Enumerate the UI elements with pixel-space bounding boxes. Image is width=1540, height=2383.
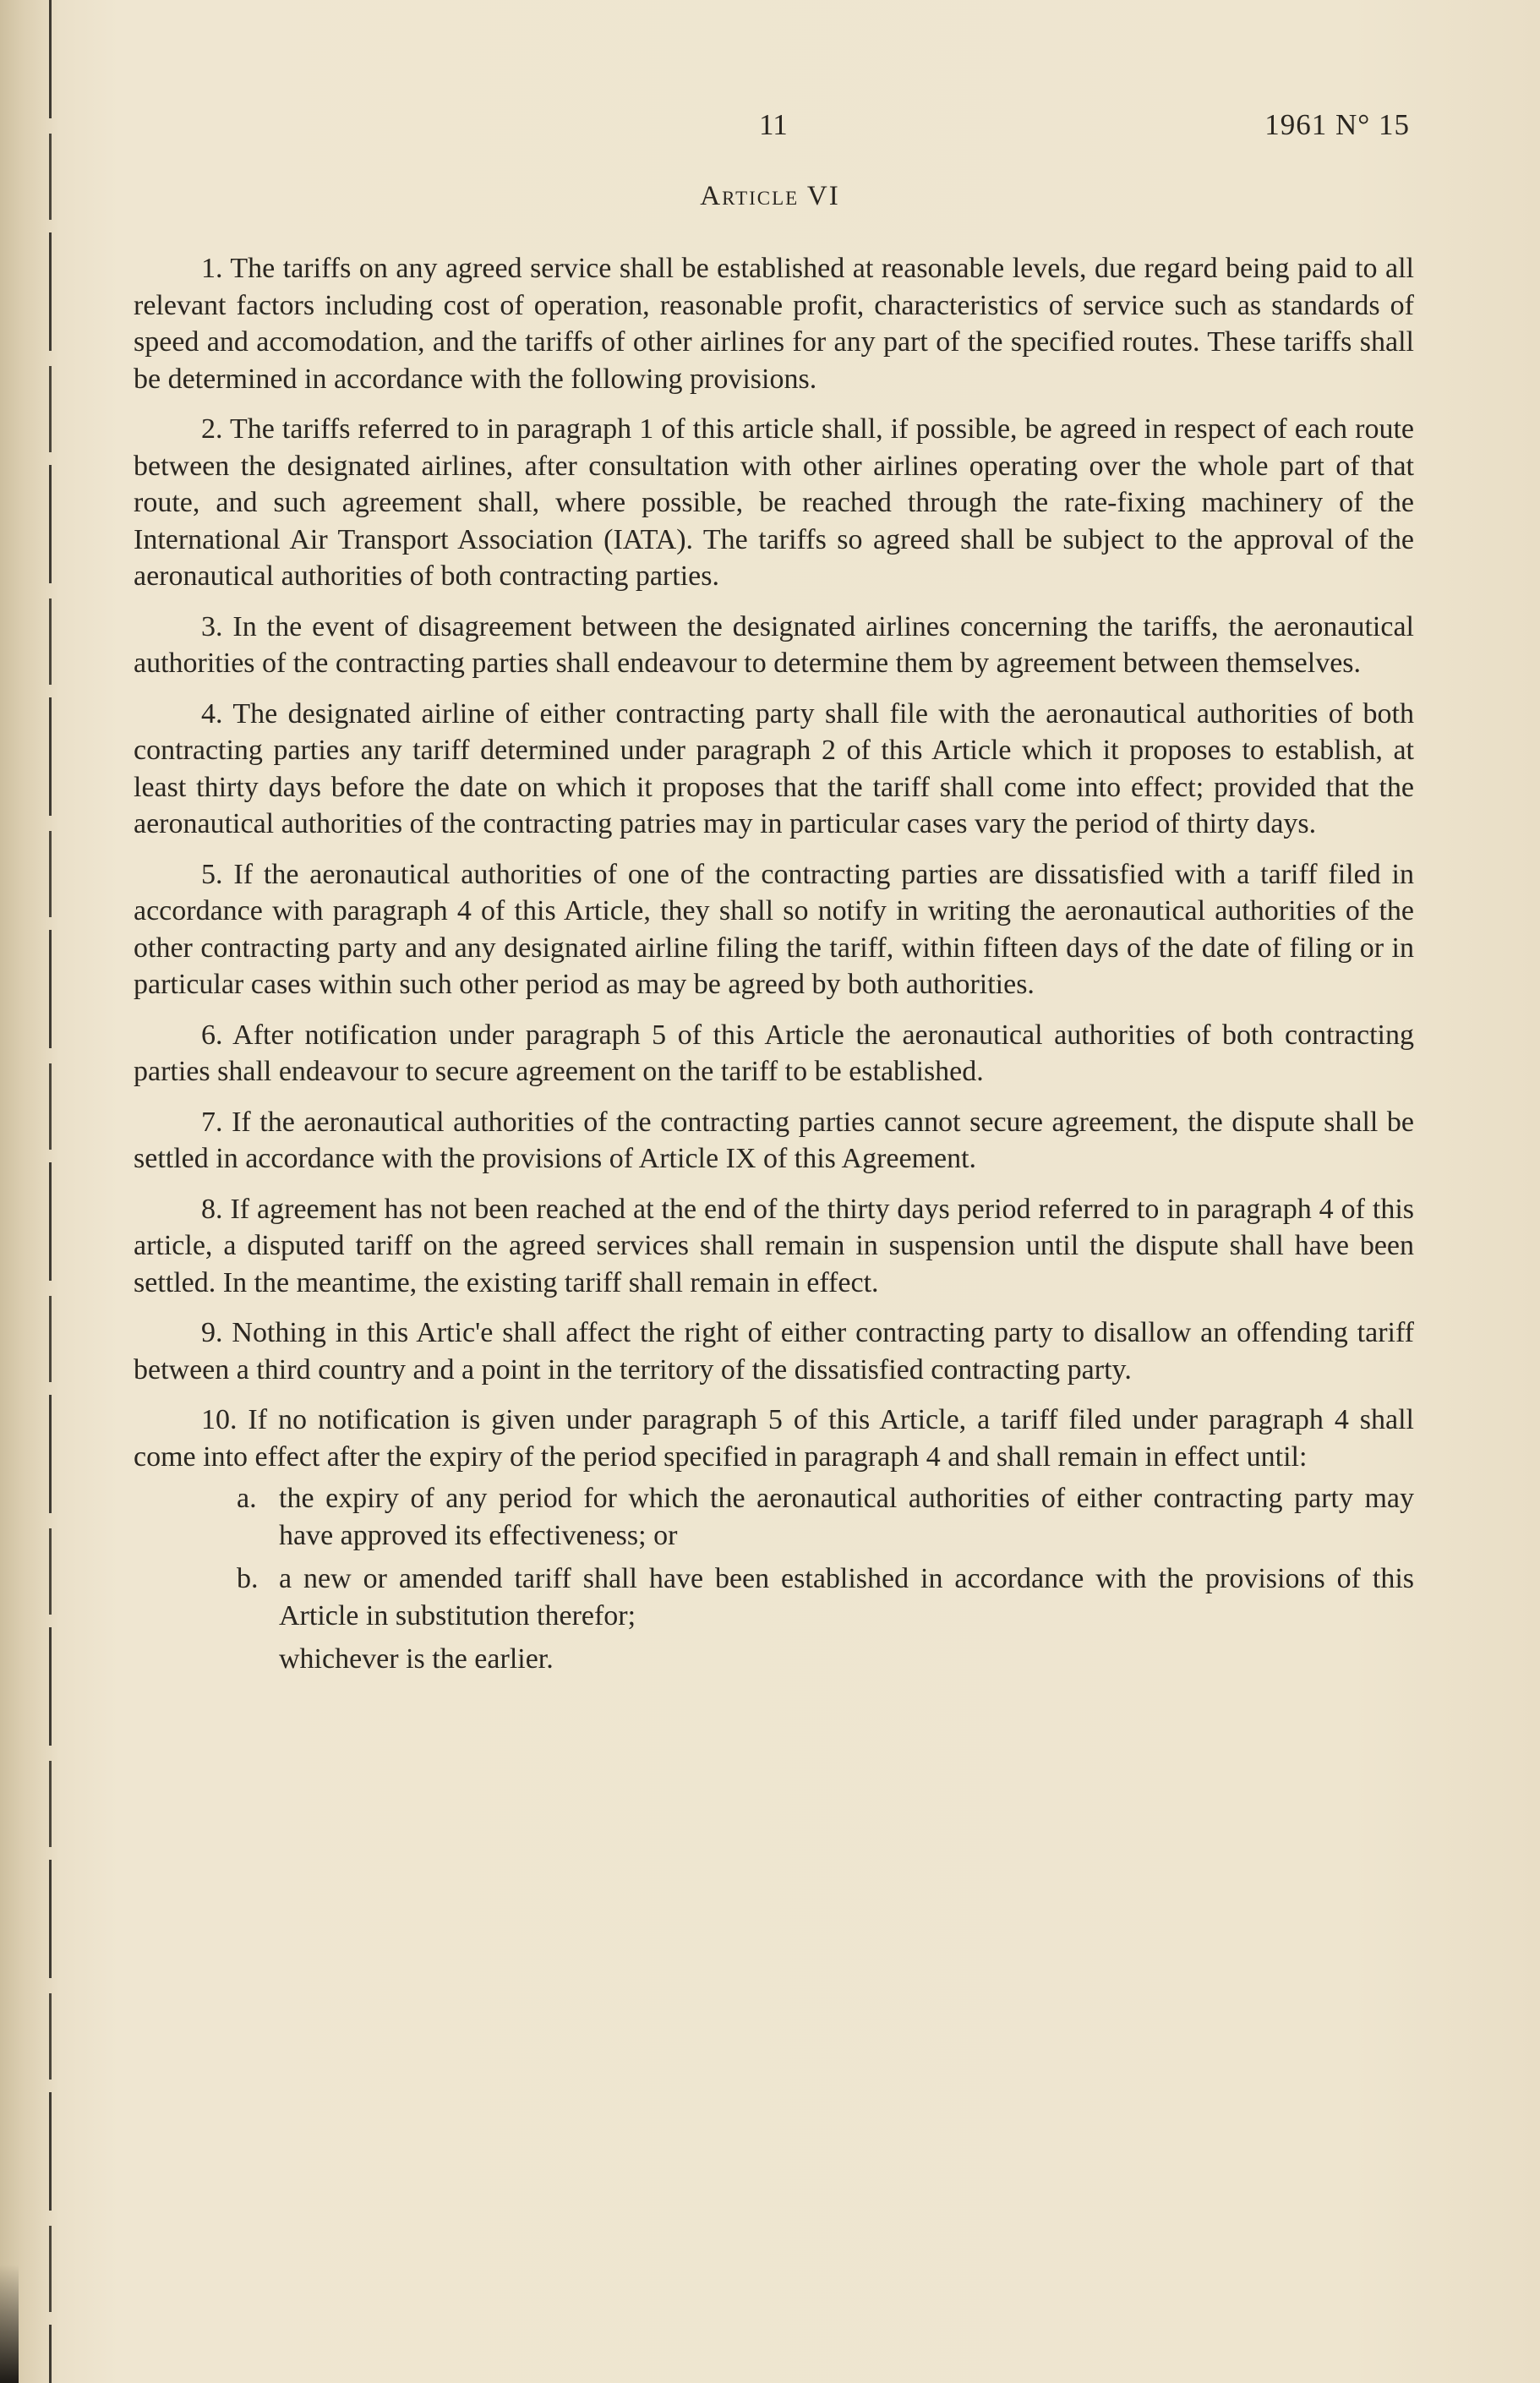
binding-corner-mark [0, 2265, 19, 2383]
document-reference: 1961 N° 15 [1264, 108, 1410, 141]
paragraph-10: 10. If no notification is given under paragraph 5 of this Article, a tariff filed under paragraph 4 shall come into effect after the expiry of the period specified in paragraph 4 and shall remain in effect until: [134, 1404, 1414, 1473]
paragraph-1: 1. The tariffs on any agreed service shall be established at reasonable levels, due regard being paid to all relevant factors including cost of operation, reasonable profit, characteristics of service such as standards of speed and accomodation, and the tariffs of other airlines for any part of the specified routes. These tariffs shall be determined in accordance with the following provisions. [134, 253, 1414, 395]
paragraph-5: 5. If the aeronautical authorities of one of the contracting parties are dissatisfied with a tariff filed in accordance with paragraph 4 of this Article, they shall so notify in writing the aeronautical authorities of the other contracting party and any designated airline filing the tariff, within fifteen days of the date of filing or in particular cases within such other period as may be agreed by both authorities. [134, 858, 1414, 1000]
paragraph-6: 6. After notification under paragraph 5 of this Article the aeronautical authorities of both contracting parties shall endeavour to secure agreement on the tariff to be established. [134, 1019, 1414, 1087]
paragraph-2: 2. The tariffs referred to in paragraph 1 of this article shall, if possible, be agreed in respect of each route between the designated airlines, after consultation with other airlines operating over the whole part of that route, and such agreement shall, where possible, be reached through the rate-fixing machinery of the International Air Transport Association (IATA). The tariffs so agreed shall be subject to the approval of the aeronautical authorities of both contracting parties. [134, 413, 1414, 592]
article-title: Article VI [700, 181, 840, 211]
list-item-marker: b. [237, 1563, 259, 1594]
paragraph-9: 9. Nothing in this Artic'e shall affect the right of either contracting party to disallow an offending tariff between a third country and a point in the territory of the dissatisfied contracting party. [134, 1317, 1414, 1386]
list-item [134, 1480, 1414, 1554]
list-item [134, 1560, 1414, 1634]
list-item-text: a new or amended tariff shall have been established in accordance with the provisions of this Article in substitution therefor; [279, 1563, 1414, 1631]
page-header [134, 108, 1410, 150]
paragraph-7: 7. If the aeronautical authorities of the contracting parties cannot secure agreement, the dispute shall be settled in accordance with the provisions of Article IX of this Agreement. [134, 1106, 1414, 1174]
paragraph-8: 8. If agreement has not been reached at the end of the thirty days period referred to in paragraph 4 of this article, a disputed tariff on the agreed services shall remain in suspension until the dispute shall have been settled. In the meantime, the existing tariff shall remain in effect. [134, 1193, 1414, 1298]
paragraph-3: 3. In the event of disagreement between the designated airlines concerning the tariffs, the aeronautical authorities of the contracting parties shall endeavour to determine them by agreement between themselves. [134, 610, 1414, 679]
article-body [134, 250, 1414, 1678]
closing-clause: whichever is the earlier. [279, 1643, 554, 1675]
list-item-marker: a. [237, 1483, 257, 1514]
binding-edge-line [49, 0, 52, 2383]
paragraph-4: 4. The designated airline of either contracting party shall file with the aeronautical authorities of both contracting parties any tariff determined under paragraph 2 of this Article which it proposes to establish, at least thirty days before the date on which it proposes that the tariff shall come into effect; provided that the aeronautical authorities of the contracting patries may in particular cases vary the period of thirty days. [134, 697, 1414, 839]
page-number: 11 [759, 108, 788, 141]
sub-item-list [134, 1480, 1414, 1634]
list-item-text: the expiry of any period for which the aeronautical authorities of either contracting party may have approved its effectiveness; or [279, 1483, 1414, 1551]
